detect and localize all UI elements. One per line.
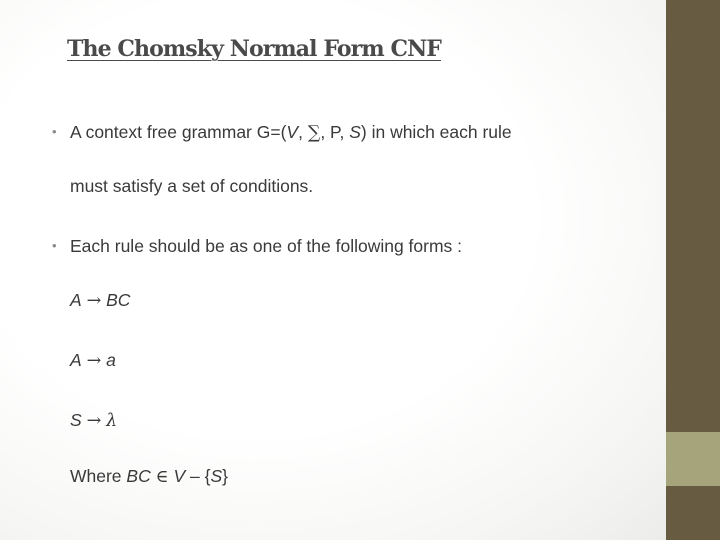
bullet-1-var-s: S [349,122,361,142]
bullet-1-var-v: V [286,122,299,142]
rule-3-rhs: λ [106,411,118,431]
rule-3-lhs: S [70,410,82,430]
rule-1-lhs: A [70,290,82,310]
bullet-1-sep: , [298,122,308,142]
where-prefix: Where [70,466,127,486]
where-bc: BC [126,466,151,486]
bullet-marker-2: • [52,238,57,253]
bullet-1-text [70,122,512,143]
rule-3-arrow: → [86,411,102,431]
element-of-symbol: ∈ [155,467,169,487]
sidebar-band-top [666,0,720,432]
where-close: } [222,466,228,486]
rule-2 [70,350,116,371]
bullet-1-suffix: ) in which each rule [360,122,512,142]
rule-1-rhs: BC [106,290,131,310]
rule-3 [70,410,117,431]
bullet-1-mid: , P, [320,122,350,142]
rule-1 [70,290,130,311]
bullet-1-prefix: A context free grammar G=( [70,122,287,142]
rule-1-arrow: → [86,291,102,311]
bullet-1-continuation: must satisfy a set of conditions. [70,176,314,196]
where-v: V [173,466,186,486]
sidebar-band-accent [666,432,720,486]
rule-2-rhs: a [106,350,116,370]
sigma-symbol: ∑ [307,123,321,143]
bullet-marker-1: • [52,124,57,139]
slide-title: The Chomsky Normal Form CNF [67,36,442,62]
where-clause [70,466,228,487]
bullet-2-text: Each rule should be as one of the following forms : [70,236,463,256]
rule-2-lhs: A [70,350,82,370]
rule-2-arrow: → [86,351,102,371]
where-minus: – { [185,466,211,486]
where-s: S [210,466,223,486]
sidebar-band-bottom [666,486,720,540]
